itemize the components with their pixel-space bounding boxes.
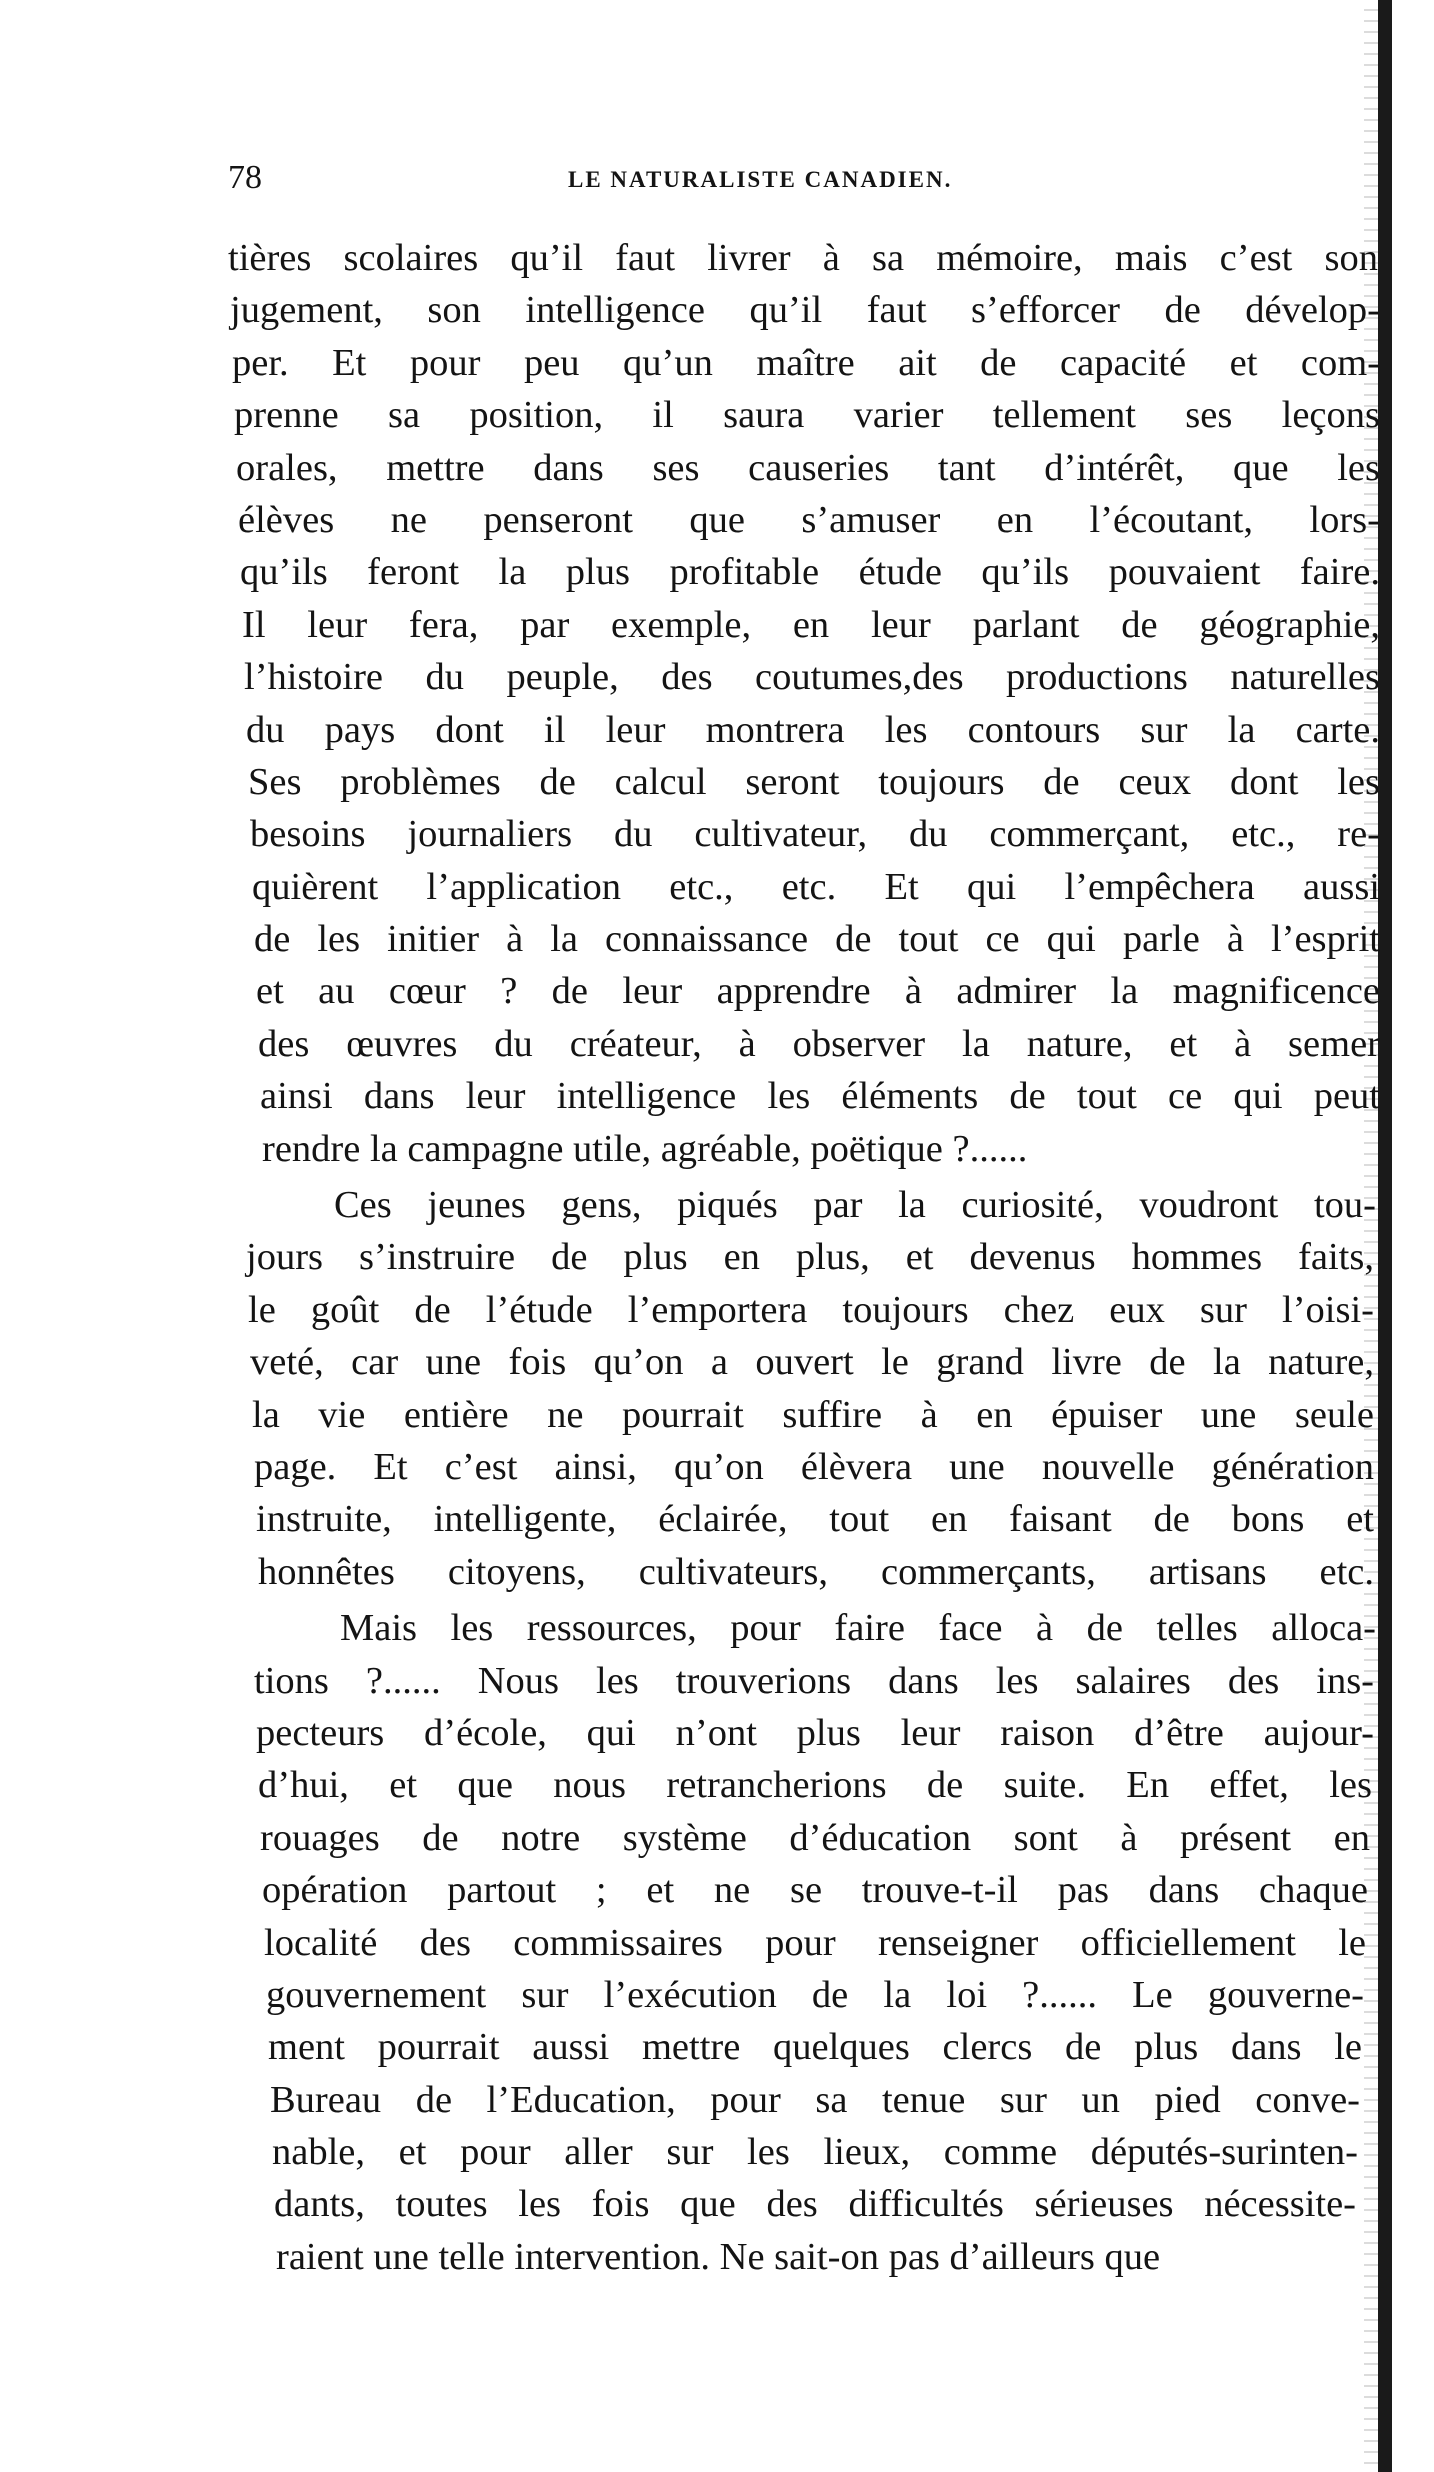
text-line: prenne sa position, il saura varier tellement ses leçons xyxy=(234,394,1380,437)
text-line: veté, car une fois qu’on a ouvert le grand livre de la nature, xyxy=(250,1341,1374,1384)
body-text xyxy=(228,232,1378,2287)
text-line: d’hui, et que nous retrancherions de suite. En effet, les xyxy=(258,1764,1372,1807)
paragraph-1 xyxy=(228,232,1378,1175)
text-line: dants, toutes les fois que des difficultés sérieuses nécessite- xyxy=(274,2183,1356,2226)
text-line: gouvernement sur l’exécution de la loi ?...... Le gouverne- xyxy=(266,1973,1364,2016)
text-line: rouages de notre système d’éducation sont à présent en xyxy=(260,1816,1370,1859)
text-line: Ces jeunes gens, piqués par la curiosité, voudront tou- xyxy=(334,1184,1376,1227)
running-title: LE NATURALISTE CANADIEN. xyxy=(568,167,953,192)
text-line: pecteurs d’école, qui n’ont plus leur raison d’être aujour- xyxy=(256,1711,1374,1754)
text-line: besoins journaliers du cultivateur, du commerçant, etc., re- xyxy=(250,813,1380,856)
page-header xyxy=(228,158,1358,198)
text-line: opération partout ; et ne se trouve-t-il pas dans chaque xyxy=(262,1869,1368,1912)
text-line: du pays dont il leur montrera les contours sur la carte. xyxy=(246,708,1380,751)
text-line: Mais les ressources, pour faire face à de telles alloca- xyxy=(340,1607,1376,1650)
text-line: la vie entière ne pourrait suffire à en épuiser une seule xyxy=(252,1393,1374,1436)
text-line: instruite, intelligente, éclairée, tout en faisant de bons et xyxy=(256,1498,1374,1541)
text-line: ainsi dans leur intelligence les éléments de tout ce qui peut xyxy=(260,1075,1380,1118)
text-line: quièrent l’application etc., etc. Et qui l’empêchera aussi xyxy=(252,865,1380,908)
text-line: honnêtes citoyens, cultivateurs, commerçants, artisans etc. xyxy=(258,1550,1374,1593)
text-line: orales, mettre dans ses causeries tant d’intérêt, que les xyxy=(236,446,1380,489)
text-line: l’histoire du peuple, des coutumes,des productions naturelles xyxy=(244,656,1380,699)
text-line: et au cœur ? de leur apprendre à admirer la magnificence xyxy=(256,970,1380,1013)
text-line: jours s’instruire de plus en plus, et devenus hommes faits, xyxy=(246,1236,1374,1279)
text-line: élèves ne penseront que s’amuser en l’écoutant, lors- xyxy=(238,498,1380,541)
text-line: raient une telle intervention. Ne sait-on pas d’ailleurs que xyxy=(276,2235,1161,2278)
text-line: Bureau de l’Education, pour sa tenue sur un pied conve- xyxy=(270,2078,1360,2121)
text-line: localité des commissaires pour renseigner officiellement le xyxy=(264,1921,1366,1964)
text-line: jugement, son intelligence qu’il faut s’efforcer de dévelop- xyxy=(230,289,1380,332)
text-line: des œuvres du créateur, à observer la nature, et à semer xyxy=(258,1022,1380,1065)
text-line: le goût de l’étude l’emportera toujours chez eux sur l’oisi- xyxy=(248,1288,1374,1331)
text-line: ment pourrait aussi mettre quelques clercs de plus dans le xyxy=(268,2026,1362,2069)
text-line: Il leur fera, par exemple, en leur parlant de géographie, xyxy=(242,603,1380,646)
text-line: nable, et pour aller sur les lieux, comme députés-surinten- xyxy=(272,2131,1358,2174)
paragraph-3 xyxy=(228,1602,1378,2283)
text-line: page. Et c’est ainsi, qu’on élèvera une nouvelle génération xyxy=(254,1445,1374,1488)
text-line: qu’ils feront la plus profitable étude qu’ils pouvaient faire. xyxy=(240,551,1380,594)
page-number: 78 xyxy=(228,159,262,196)
text-line: tions ?...... Nous les trouverions dans les salaires des ins- xyxy=(254,1659,1374,1702)
text-line: per. Et pour peu qu’un maître ait de capacité et com- xyxy=(232,341,1380,384)
paragraph-2 xyxy=(228,1179,1378,1598)
book-binding-edge xyxy=(1378,0,1392,2472)
text-line: rendre la campagne utile, agréable, poëtique ?...... xyxy=(262,1127,1028,1170)
text-line: de les initier à la connaissance de tout ce qui parle à l’esprit xyxy=(254,918,1380,961)
text-line: Ses problèmes de calcul seront toujours de ceux dont les xyxy=(248,760,1380,803)
text-line: tières scolaires qu’il faut livrer à sa mémoire, mais c’est son xyxy=(228,237,1378,279)
